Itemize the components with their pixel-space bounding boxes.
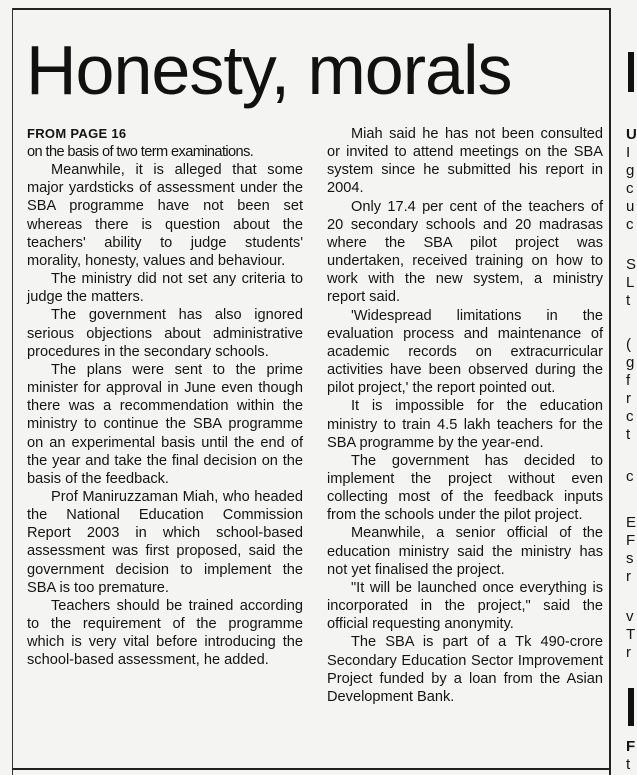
paragraph: "It will be launched once everything is incorporated in the project," said the official requesting anonymity. — [327, 579, 603, 633]
fragment-letter: F — [626, 532, 636, 549]
fragment-letter: c — [626, 408, 634, 425]
bottom-rule — [12, 768, 610, 770]
fragment-letter: c — [626, 468, 634, 485]
article-column-middle — [327, 125, 603, 706]
fragment-letter: E — [626, 514, 637, 531]
fragment-letter: c — [626, 216, 634, 233]
paragraph: Prof Maniruzzaman Miah, who headed the National Education Commission Report 2003 in which school-based assessment was first proposed, said the government decision to implement the SBA is too premature. — [27, 488, 303, 596]
paragraph: Meanwhile, a senior official of the education ministry said the ministry has not yet finalised the project. — [327, 525, 603, 578]
fragment-letter: r — [626, 644, 631, 661]
fragment-letter: I — [626, 144, 631, 161]
fragment-letter: u — [626, 198, 635, 215]
fragment-letter: s — [626, 550, 634, 567]
paragraph: The plans were sent to the prime minister for approval in June even though there was a recommendation within the ministry to continue the SBA programme on an experimental basis until the end of the year and take the final decision on the basis of the feedback. — [27, 361, 303, 487]
article-column-left — [27, 125, 303, 670]
fragment-letter: g — [626, 162, 635, 179]
paragraph: Miah said he has not been consulted or invited to attend meetings on the SBA system since he submitted his report in 2004. — [327, 126, 603, 197]
fragment-letter: S — [626, 256, 637, 273]
paragraph: on the basis of two term examinations. — [27, 144, 254, 160]
next-column-fragment — [626, 40, 637, 775]
paragraph: Meanwhile, it is alleged that some major yardsticks of assessment under the SBA programme have not been set whereas there is question about the teachers' ability to judge students' morality, honesty, values and behaviour. — [27, 162, 303, 269]
fragment-letter: r — [626, 568, 631, 585]
paragraph: The ministry did not set any criteria to judge the matters. — [27, 271, 303, 306]
fragment-letter: c — [626, 180, 634, 197]
fragment-letter: g — [626, 354, 635, 371]
next-headline-fragment — [628, 52, 634, 92]
fragment-letter: T — [626, 626, 636, 643]
fragment-letter: t — [626, 426, 631, 443]
fragment-letter: r — [626, 390, 631, 407]
fragment-letter: f — [626, 372, 631, 389]
fragment-letter: L — [626, 274, 635, 291]
jump-line: FROM PAGE 16 — [27, 126, 127, 141]
top-rule — [12, 8, 610, 10]
fragment-letter: t — [626, 756, 631, 773]
paragraph: It is impossible for the education ministry to train 4.5 lakh teachers for the SBA programme by the year-end. — [327, 398, 603, 451]
column-divider-rule — [609, 8, 611, 775]
paragraph: The SBA is part of a Tk 490-crore Secondary Education Sector Improvement Project funded by a loan from the Asian Development Bank. — [327, 634, 603, 705]
headline: Honesty, morals — [26, 31, 512, 109]
paragraph: Teachers should be trained according to the requirement of the programme which is very vital before introducing the school-based assessment, he added. — [27, 597, 303, 669]
paragraph: Only 17.4 per cent of the teachers of 20 secondary schools and 20 madrasas where the SBA pilot project was undertaken, received training on how to work with the new system, a ministry report said. — [327, 198, 603, 306]
paragraph: The government has decided to implement the project without even collecting most of the feedback inputs from the schools under the pilot project. — [327, 452, 603, 524]
fragment-letter: v — [626, 608, 634, 625]
fragment-letter: ( — [626, 336, 631, 353]
fragment-letter: t — [626, 292, 631, 309]
paragraph: The government has also ignored serious objections about administrative procedures in the secondary schools. — [27, 307, 303, 360]
next-article-fragment — [628, 688, 634, 726]
fragment-letter: U — [626, 126, 637, 143]
left-rule — [12, 8, 13, 775]
fragment-letter: F — [626, 738, 636, 755]
paragraph: 'Widespread limitations in the evaluation process and maintenance of academic records on extracurricular activities have been observed during the pilot project,' the report pointed out. — [327, 307, 603, 397]
